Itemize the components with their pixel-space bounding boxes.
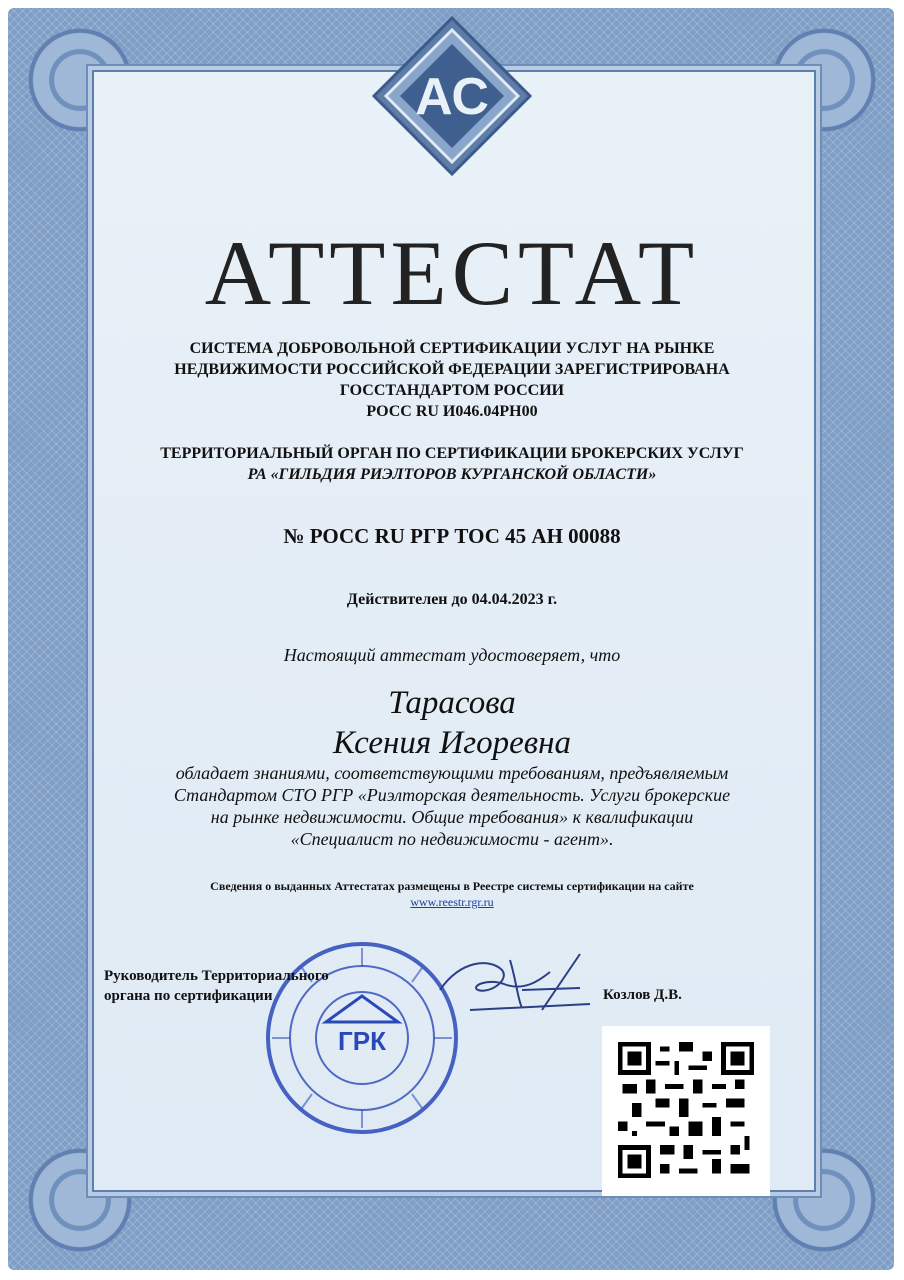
svg-text:ГРК: ГРК (338, 1026, 386, 1056)
certificate-number: № РОСС RU РГР ТОС 45 АН 00088 (283, 524, 621, 548)
certificate-title: АТТЕСТАТ (204, 222, 700, 324)
holder-surname: Тарасова (388, 685, 516, 721)
handwritten-signature (430, 950, 595, 1020)
registry-note: Сведения о выданных Аттестатах размещены в Реестре системы сертификации на сайте (210, 879, 694, 893)
signer-title-line: органа по сертификации (104, 988, 273, 1004)
certification-system-block (0, 338, 904, 422)
certification-body: ТЕРРИТОРИАЛЬНЫЙ ОРГАН ПО СЕРТИФИКАЦИИ БРОКЕРСКИХ УСЛУГ (160, 445, 744, 462)
description-line: «Специалист по недвижимости - агент». (290, 829, 614, 849)
organization-name: РА «ГИЛЬДИЯ РИЭЛТОРОВ КУРГАНСКОЙ ОБЛАСТИ» (247, 466, 657, 483)
description-line: Стандартом СТО РГР «Риэлторская деятельность. Услуги брокерские (173, 785, 731, 805)
system-line: НЕДВИЖИМОСТИ РОССИЙСКОЙ ФЕДЕРАЦИИ ЗАРЕГИСТРИРОВАНА (174, 361, 730, 378)
description-line: обладает знаниями, соответствующими требованиям, предъявляемым (175, 763, 729, 783)
system-line: СИСТЕМА ДОБРОВОЛЬНОЙ СЕРТИФИКАЦИИ УСЛУГ НА РЫНКЕ (189, 340, 715, 357)
registry-link[interactable]: www.reestr.rgr.ru (410, 895, 494, 909)
holder-name (0, 683, 904, 763)
valid-until: Действителен до 04.04.2023 г. (346, 591, 558, 608)
signer-title-line: Руководитель Территориального (104, 968, 329, 984)
qr-code[interactable] (618, 1042, 754, 1178)
qualification-description (0, 762, 904, 850)
registry-note-block (0, 878, 904, 910)
certificate-intro: Настоящий аттестат удостоверяет, что (283, 645, 621, 665)
system-registration-number: РОСС RU И046.04РН00 (366, 403, 538, 420)
description-line: на рынке недвижимости. Общие требования» к квалификации (210, 807, 694, 827)
svg-text:АС: АС (415, 68, 489, 126)
holder-given-names: Ксения Игоревна (333, 725, 571, 761)
qr-code-panel (602, 1026, 770, 1196)
signer-name: Козлов Д.В. (603, 987, 682, 1003)
signer-title (104, 966, 329, 1006)
certification-body-block (0, 443, 904, 485)
certification-system-logo (370, 14, 534, 178)
system-line: ГОССТАНДАРТОМ РОССИИ (339, 382, 565, 399)
